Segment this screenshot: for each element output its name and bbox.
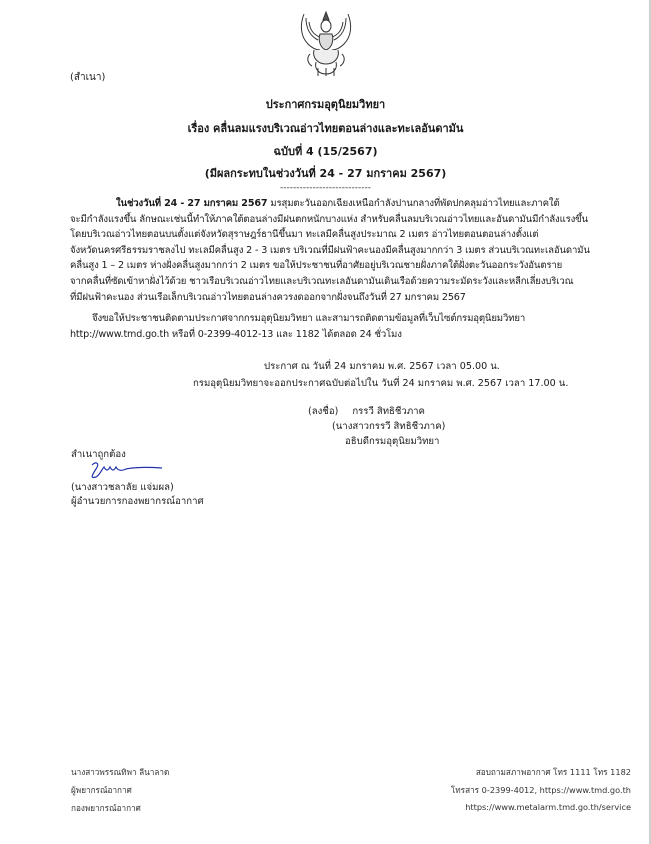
- paragraph-line: จังหวัดนครศรีธรรมราชลงไป ทะเลมีคลื่นสูง 2 - 3 เมตร บริเวณที่มีฝนฟ้าคะนองมีคลื่นสูงมากกว่า 3 เมตร ส่วนบริเวณทะเลอันดามัน: [70, 244, 590, 256]
- paragraph-line: จะมีกำลังแรงขึ้น ลักษณะเช่นนี้ทำให้ภาคใต้ตอนล่างมีฝนตกหนักบางแห่ง สำหรับคลื่นลมบริเวณอ่าวไทยและอันดามันมีกำลังแรงขึ้น: [70, 213, 588, 225]
- forecaster-division: กองพยากรณ์อากาศ: [71, 803, 141, 813]
- handwritten-signature: [86, 459, 166, 481]
- announcement-subject: เรื่อง คลื่นลมแรงบริเวณอ่าวไทยตอนล่างและทะเลอันดามัน: [187, 122, 464, 135]
- paragraph-line: จึงขอให้ประชาชนติดตามประกาศจากกรมอุตุนิยมวิทยา และสามารถติดตามข้อมูลที่เว็บไซต์กรมอุตุนิยมวิทยา: [92, 313, 526, 324]
- signed-name: กรรวี สิทธิชีวภาค: [352, 406, 425, 417]
- paragraph-line: คลื่นสูง 1 – 2 เมตร ห่างฝั่งคลื่นสูงมากกว่า 2 เมตร ขอให้ประชาชนที่อาศัยอยู่บริเวณชายฝั่งภาคใต้ฝั่งตะวันออกระวังอันตราย: [70, 260, 563, 272]
- contact-phone: สอบถามสภาพอากาศ โทร 1111 โทร 1182: [475, 767, 631, 777]
- forecaster-name: นางสาวพรรณทิพา ลีนาลาด: [71, 767, 170, 777]
- paragraph-line: ที่มีฝนฟ้าคะนอง ส่วนเรือเล็กบริเวณอ่าวไทยตอนล่างควรงดออกจากฝั่งจนถึงวันที่ 27 มกราคม 2567: [70, 291, 466, 303]
- certifier-position: ผู้อำนวยการกองพยากรณ์อากาศ: [71, 496, 204, 507]
- announcement-title: ประกาศกรมอุตุนิยมวิทยา: [265, 98, 386, 111]
- certified-copy-label: สำเนาถูกต้อง: [71, 449, 126, 460]
- divider: ----------------------------: [280, 183, 371, 193]
- period-bold: ในช่วงวันที่ 24 - 27 มกราคม 2567: [116, 198, 268, 209]
- next-issue-datetime: กรมอุตุนิยมวิทยาจะออกประกาศฉบับต่อไปใน วันที่ 24 มกราคม พ.ศ. 2567 เวลา 17.00 น.: [193, 378, 569, 389]
- paragraph-forecast: [70, 196, 615, 305]
- contact-fax-website: โทรสาร 0-2399-4012, https://www.tmd.go.th: [450, 785, 631, 795]
- paragraph-line: จากคลื่นที่ซัดเข้าหาฝั่งไว้ด้วย ชาวเรือบริเวณอ่าวไทยและบริเวณทะเลอันดามันเดินเรือด้วยความระมัดระวังและหลีกเลี่ยงบริเวณ: [70, 275, 574, 287]
- signatory-position: อธิบดีกรมอุตุนิยมวิทยา: [345, 436, 440, 447]
- paragraph-line: โดยบริเวณอ่าวไทยตอนบนตั้งแต่จังหวัดสุราษฎร์ธานีขึ้นมา ทะเลมีคลื่นสูงประมาณ 2 เมตร อ่าวไทยตอนตอนล่างตั้งแต่: [70, 229, 539, 241]
- garuda-emblem-icon: [296, 10, 356, 78]
- paragraph-line: [70, 196, 615, 212]
- certifier-name: (นางสาวชลาลัย แจ่มผล): [71, 482, 174, 493]
- paragraph-advice: [70, 311, 615, 342]
- copy-label: (สำเนา): [70, 72, 106, 83]
- signed-label: (ลงชื่อ): [308, 406, 339, 417]
- signatory-full-name: (นางสาวกรรวี สิทธิชีวภาค): [332, 421, 446, 432]
- paragraph-line: http://www.tmd.go.th หรือที่ 0-2399-4012-13 และ 1182 ได้ตลอด 24 ชั่วโมง: [70, 328, 402, 340]
- forecaster-role: ผู้พยากรณ์อากาศ: [71, 785, 132, 795]
- line-text: มรสุมตะวันออกเฉียงเหนือกำลังปานกลางที่พัดปกคลุมอ่าวไทยและภาคใต้: [267, 198, 560, 209]
- issue-number: ฉบับที่ 4 (15/2567): [273, 145, 378, 158]
- signed-line: [308, 404, 425, 419]
- announced-datetime: ประกาศ ณ วันที่ 24 มกราคม พ.ศ. 2567 เวลา 05.00 น.: [264, 361, 500, 372]
- effective-period: (มีผลกระทบในช่วงวันที่ 24 - 27 มกราคม 2567): [204, 167, 447, 180]
- contact-service-url: https://www.metalarm.tmd.go.th/service: [465, 802, 631, 812]
